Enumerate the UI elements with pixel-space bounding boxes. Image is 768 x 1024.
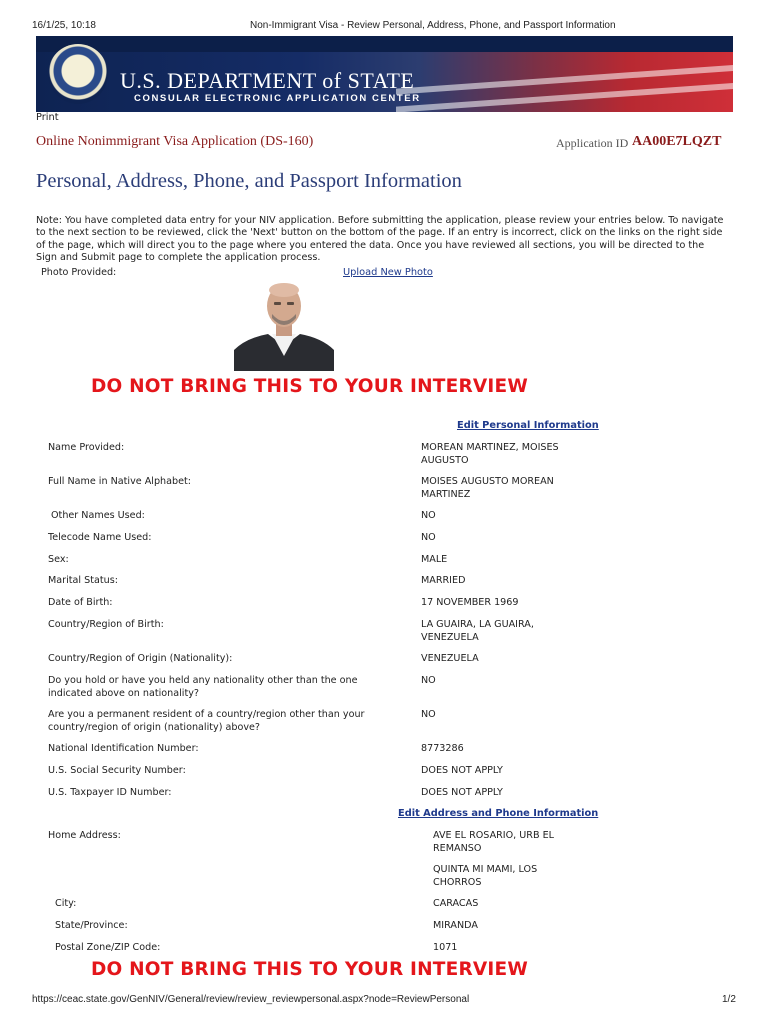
application-name: Online Nonimmigrant Visa Application (DS-160) bbox=[36, 134, 314, 149]
review-note: Note: You have completed data entry for your NIV application. Before submitting the application, please review your entries below. To navigate to the next section to be reviewed, click the 'Next' button on the bottom of the page. If an entry is incorrect, click on the links on the right side of the page, which will direct you to the page where you entered the data. Once you have reviewed all sections, you will be directed to the Sign and Submit page to complete the application process. bbox=[36, 215, 724, 264]
applicant-portrait-icon bbox=[234, 276, 334, 371]
print-link[interactable]: Print bbox=[36, 112, 59, 123]
field-value: 17 NOVEMBER 1969 bbox=[421, 597, 519, 608]
header-banner bbox=[36, 36, 733, 112]
print-timestamp: 16/1/25, 10:18 bbox=[32, 20, 96, 31]
field-label: Postal Zone/ZIP Code: bbox=[55, 942, 161, 953]
home-address-label: Home Address: bbox=[48, 830, 121, 841]
field-value: DOES NOT APPLY bbox=[421, 787, 503, 798]
home-address-line1: AVE EL ROSARIO, URB EL REMANSO bbox=[433, 830, 554, 854]
field-value: MALE bbox=[421, 554, 448, 565]
field-label: Telecode Name Used: bbox=[48, 532, 152, 543]
field-label: Country/Region of Origin (Nationality): bbox=[48, 653, 233, 664]
banner-top-bar bbox=[36, 36, 733, 52]
photo-label: Photo Provided: bbox=[41, 267, 117, 278]
interview-warning: DO NOT BRING THIS TO YOUR INTERVIEW bbox=[91, 376, 528, 397]
upload-new-photo-link[interactable]: Upload New Photo bbox=[343, 267, 433, 278]
ceac-subtitle: CONSULAR ELECTRONIC APPLICATION CENTER bbox=[134, 93, 421, 104]
field-label: Date of Birth: bbox=[48, 597, 113, 608]
field-value: NO bbox=[421, 532, 436, 543]
field-value: MOREAN MARTINEZ, MOISES AUGUSTO bbox=[421, 442, 559, 466]
interview-warning: DO NOT BRING THIS TO YOUR INTERVIEW bbox=[91, 959, 528, 980]
print-footer-url: https://ceac.state.gov/GenNIV/General/review/review_reviewpersonal.aspx?node=ReviewPersonal bbox=[32, 994, 470, 1005]
application-id-value: AA00E7LQZT bbox=[632, 134, 722, 149]
field-label: Full Name in Native Alphabet: bbox=[48, 476, 191, 487]
field-value: 8773286 bbox=[421, 743, 464, 754]
field-label: Name Provided: bbox=[48, 442, 125, 453]
field-value: 1071 bbox=[433, 942, 458, 953]
field-value: NO bbox=[421, 709, 436, 720]
print-document-title: Non-Immigrant Visa - Review Personal, Address, Phone, and Passport Information bbox=[250, 20, 616, 31]
field-value: LA GUAIRA, LA GUAIRA, VENEZUELA bbox=[421, 619, 534, 643]
applicant-photo bbox=[234, 276, 334, 371]
field-label: Are you a permanent resident of a country/region other than your country/region of origin (nationality) above? bbox=[48, 709, 365, 733]
field-label: Sex: bbox=[48, 554, 69, 565]
field-label: Do you hold or have you held any nationality other than the one indicated above on nationality? bbox=[48, 675, 358, 699]
field-value: DOES NOT APPLY bbox=[421, 765, 503, 776]
department-seal-icon bbox=[48, 44, 108, 104]
field-label: Marital Status: bbox=[48, 575, 118, 586]
field-value: MIRANDA bbox=[433, 920, 478, 931]
field-value: NO bbox=[421, 510, 436, 521]
edit-personal-information-link[interactable]: Edit Personal Information bbox=[457, 420, 599, 431]
field-value: MARRIED bbox=[421, 575, 466, 586]
field-label: Country/Region of Birth: bbox=[48, 619, 164, 630]
field-value: NO bbox=[421, 675, 436, 686]
field-label: U.S. Taxpayer ID Number: bbox=[48, 787, 172, 798]
home-address-line2: QUINTA MI MAMI, LOS CHORROS bbox=[433, 864, 538, 888]
field-value: MOISES AUGUSTO MOREAN MARTINEZ bbox=[421, 476, 554, 500]
field-value: CARACAS bbox=[433, 898, 479, 909]
application-id-label: Application ID bbox=[556, 136, 629, 150]
field-label: Other Names Used: bbox=[51, 510, 145, 521]
field-label: State/Province: bbox=[55, 920, 128, 931]
field-value: VENEZUELA bbox=[421, 653, 479, 664]
edit-address-phone-link[interactable]: Edit Address and Phone Information bbox=[398, 808, 599, 819]
department-name: U.S. DEPARTMENT of STATE bbox=[120, 68, 415, 93]
field-label: City: bbox=[55, 898, 77, 909]
print-page-number: 1/2 bbox=[722, 994, 736, 1005]
field-label: U.S. Social Security Number: bbox=[48, 765, 186, 776]
field-label: National Identification Number: bbox=[48, 743, 199, 754]
page-title: Personal, Address, Phone, and Passport Information bbox=[36, 170, 462, 192]
